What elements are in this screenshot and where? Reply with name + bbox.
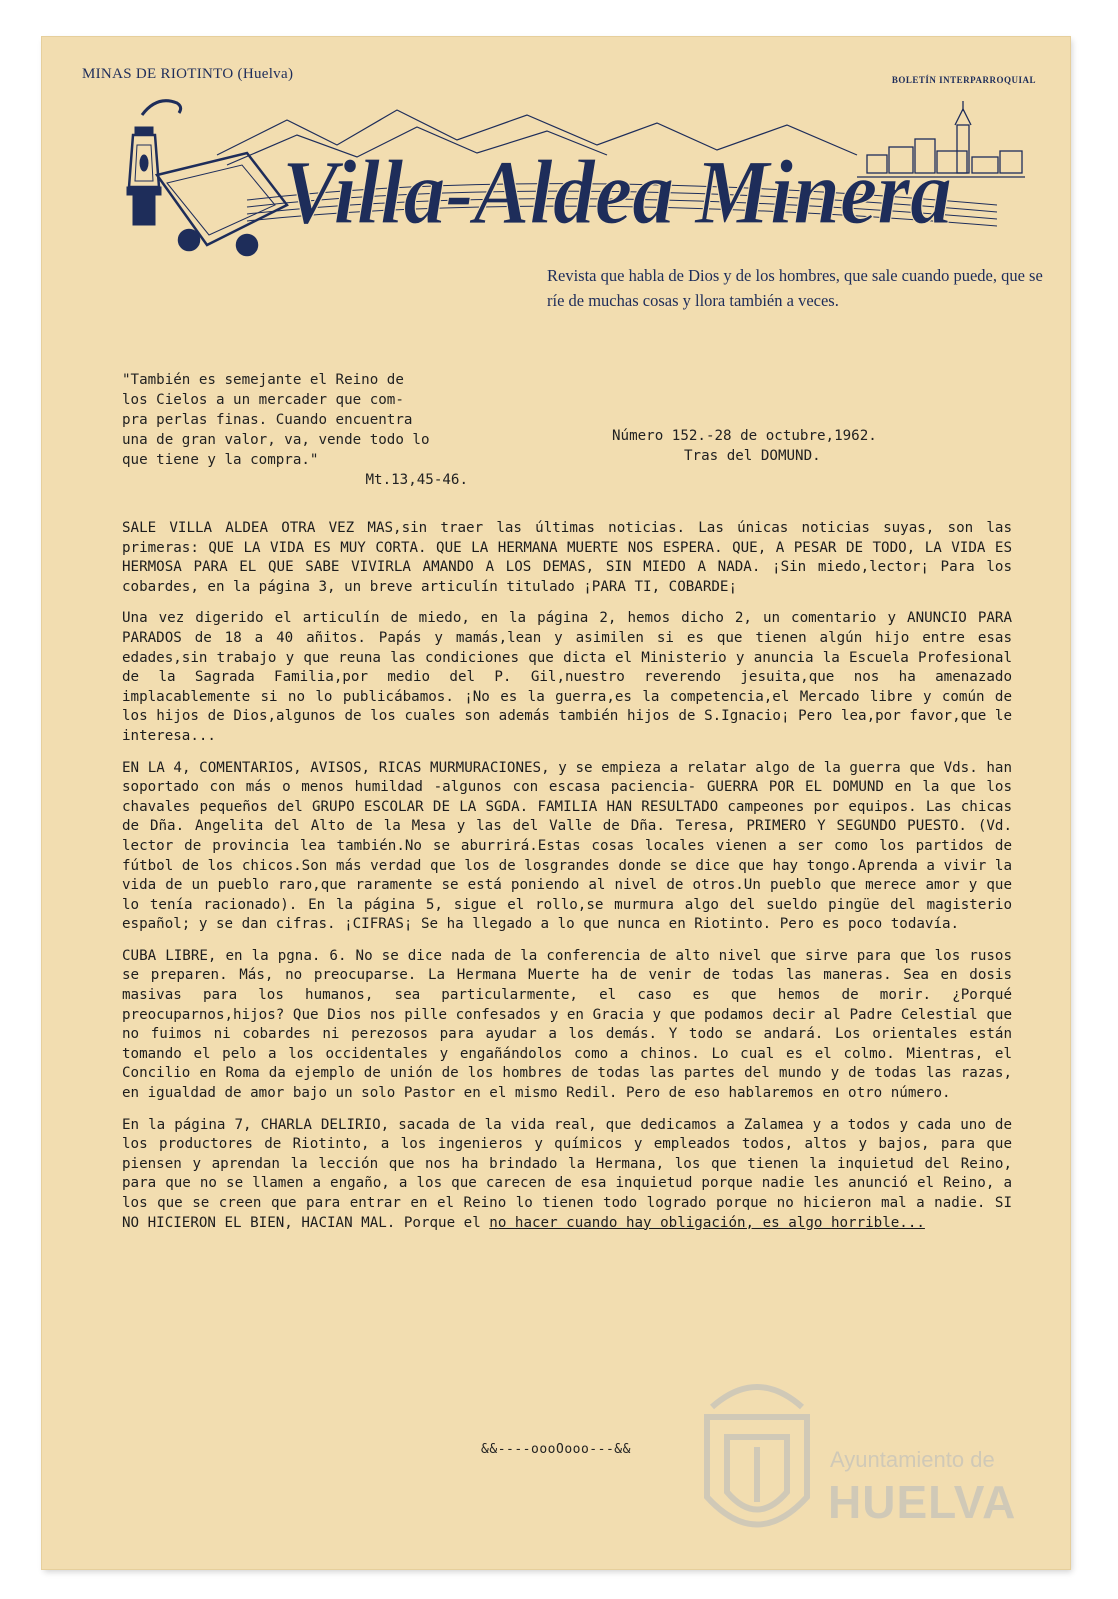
paragraph-3: EN LA 4, COMENTARIOS, AVISOS, RICAS MURMURACIONES, y se empieza a relatar algo de la guerra que Vds. han soportado con más o menos humildad -algunos con escasa paciencia- GUERRA POR EL DOMUND en la que los chavales pequeños del GRUPO ESCOLAR DE LA SGDA. FAMILIA HAN RESULTADO campeones por equipos. Las chicas de Dña. Angelita del Alto de la Mesa y las del Valle de Dña. Teresa, PRIMERO Y SEGUNDO PUESTO. (Vd. lector de provincia lea también.No se aburrirá.Estas cosas locales vienen a ser como los partidos de fútbol de los chicos.Son más verdad que los de losgrandes donde se dice que hay tongo.Aprenda a vivir la vida de un pueblo raro,que raramente se está poniendo al nivel de otros.Un pueblo que merece amor y que lo tenía racionado). En la página 5, sigue el rollo,se murmura algo del sueldo pingüe del magisterio español; y se dan cifras. ¡CIFRAS¡ Se ha llegado a lo que nunca en Riotinto. Pero es poco todavía.	[122, 759, 1012, 933]
mine-cart-icon	[157, 153, 287, 255]
issue-info	[612, 426, 877, 466]
watermark-line-2: HUELVA	[828, 1476, 1017, 1528]
section-divider: &&----oooOooo---&&	[481, 1442, 631, 1457]
paragraph-5-text: En la página 7, CHARLA DELIRIO, sacada de la vida real, que dedicamos a Zalamea y a todos y cada uno de los productores de Riotinto, a los ingenieros y químicos y empleados todos, altos y bajos, para que piensen y aprendan la lección que nos ha brindado la Hermana, los que tienen la inquietud del Reino, para que no se llamen a engaño, a los que carecen de esa inquietud porque nadie les anunció el Reino, a los que se creen que para entrar en el Reino lo tienen todo logrado porque no hicieron mal a nadie. SI NO HICIERON EL BIEN, HACIAN MAL. Porque el	[122, 1116, 1012, 1231]
issue-subtitle: Tras del DOMUND.	[684, 448, 821, 464]
tagline: Revista que habla de Dios y de los hombres, que sale cuando puede, que se ríe de muchas cosas y llora también a veces.	[547, 266, 1043, 310]
epigraph-quote	[122, 370, 482, 490]
watermark-line-1: Ayuntamiento de	[830, 1447, 995, 1472]
paragraph-5-underlined: no hacer cuando hay obligación, es algo horrible...	[489, 1214, 925, 1231]
masthead	[97, 95, 1027, 263]
newsletter-page	[42, 37, 1070, 1569]
bulletin-type-header: BOLETÍN INTERPARROQUIAL	[891, 75, 1036, 85]
paragraph-2: Una vez digerido el articulín de miedo, en la página 2, hemos dicho 2, un comentario y ANUNCIO PARA PARADOS de 18 a 40 añitos. Papás y mamás,lean y asimilen si es que tienen algún hijo entre esas edades,sin trabajo y que reuna las condiciones que dicta el Ministerio y anuncia la Escuela Profesional de la Sagrada Familia,por medio del P. Gil,nuestro reverendo jesuita,que nos ha amenazado implacablemente si no lo publicábamos. ¡No es la guerra,es la competencia,el Mercado libre y común de los hijos de Dios,algunos de los cuales son además también hijos de S.Ignacio¡ Pero lea,por favor,que le interesa...	[122, 610, 1012, 744]
paragraph-5	[122, 1116, 1012, 1234]
mine-lamp-icon	[127, 101, 181, 225]
paragraph-1: SALE VILLA ALDEA OTRA VEZ MAS,sin traer las últimas noticias. Las únicas noticias suyas, son las primeras: QUE LA VIDA ES MUY CORTA. QUE LA HERMANA MUERTE NOS ESPERA. QUE, A PESAR DE TODO, LA VIDA ES HERMOSA PARA EL QUE SABE VIVIRLA AMANDO A LOS DEMAS, SIN MIEDO A NADA. ¡Sin miedo,lector¡ Para los cobardes, en la página 3, un breve articulín titulado ¡PARA TI, COBARDE¡	[122, 520, 1012, 595]
quote-reference: Mt.13,45-46.	[365, 472, 468, 488]
coat-of-arms-icon	[692, 1367, 822, 1557]
issue-number-date: Número 152.-28 de octubre,1962.	[612, 428, 877, 444]
masthead-title: Villa-Aldea Minera	[282, 141, 952, 243]
paragraph-4: CUBA LIBRE, en la pgna. 6. No se dice nada de la conferencia de alto nivel que sirve para que los rusos se preparen. Más, no preocuparse. La Hermana Muerte ha de venir de todas las maneras. Sea en dosis masivas para los humanos, sea particularmente, el caso es que hemos de morir. ¿Porqué preocuparnos,hijos? Que Dios nos pille confesados y en Gracia y que podamos decir al Padre Celestial que no fuimos ni cobardes ni perezosos para ayudar a los demás. Y todo se andará. Los orientales están tomando el pelo a los occidentales y engañándolos como a chinos. Lo cual es el colmo. Mientras, el Concilio en Roma da ejemplo de unión de los hombres de todas las partes del mundo y de todas las razas, en igualdad de amor bajo un solo Pastor en el mismo Redil. Pero de eso hablaremos en otro número.	[122, 947, 1012, 1102]
quote-text: "También es semejante el Reino de los Cielos a un mercader que com- pra perlas finas. Cuando encuentra una de gran valor, va, vende todo lo que tiene y la compra."	[122, 372, 430, 468]
article-body	[122, 519, 1012, 1245]
archive-watermark	[692, 1367, 1062, 1567]
location-header: MINAS DE RIOTINTO (Huelva)	[82, 66, 294, 82]
